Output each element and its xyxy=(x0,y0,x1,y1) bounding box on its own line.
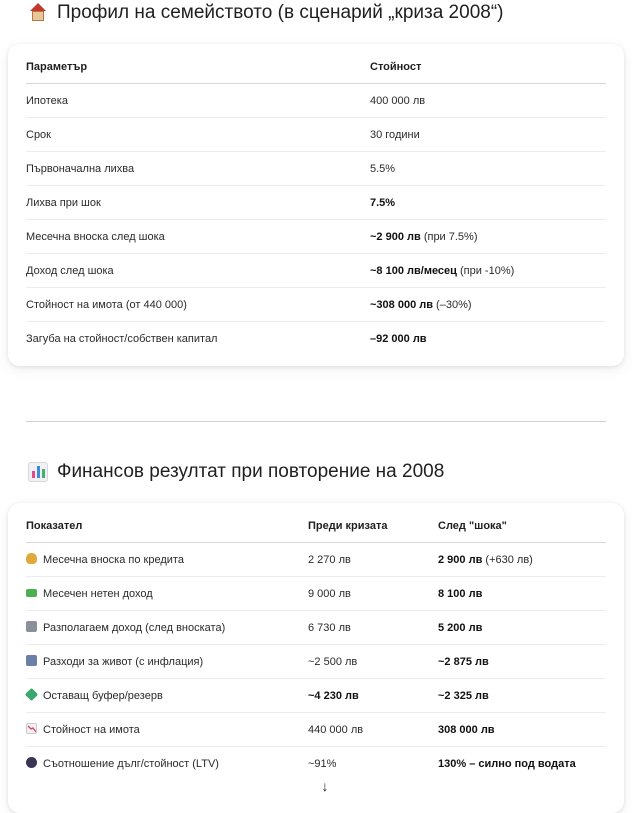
table-row xyxy=(26,84,606,118)
shopping-cart-icon xyxy=(26,655,37,666)
before-bold: ~4 230 лв xyxy=(308,689,359,702)
table-row xyxy=(26,713,606,747)
indicator-label: Месечна вноска по кредита xyxy=(43,554,184,566)
section-title-family-profile xyxy=(28,2,503,24)
value-cell: 400 000 лв xyxy=(370,84,606,118)
before-cell: 6 730 лв xyxy=(308,611,438,645)
after-cell xyxy=(438,747,606,781)
indicator-cell xyxy=(26,679,308,713)
value-cell xyxy=(370,254,606,288)
table-header-row xyxy=(26,50,606,84)
table-row xyxy=(26,254,606,288)
arrow-down-icon: ↓ xyxy=(321,778,329,794)
family-profile-table xyxy=(26,50,606,355)
after-cell xyxy=(438,713,606,747)
after-note: (+630 лв) xyxy=(482,553,533,566)
table-row xyxy=(26,645,606,679)
table-row xyxy=(26,747,606,781)
value-bold: ~2 900 лв xyxy=(370,230,421,243)
bar-chart-icon xyxy=(28,462,48,482)
param-cell: Стойност на имота (от 440 000) xyxy=(26,288,370,322)
family-profile-card xyxy=(8,44,624,366)
column-header-after: След "шока" xyxy=(438,509,606,543)
indicator-cell xyxy=(26,713,308,747)
table-row xyxy=(26,288,606,322)
table-row xyxy=(26,679,606,713)
column-header-before: Преди кризата xyxy=(308,509,438,543)
section-title-text: Профил на семейството (в сценарий „криза 2008“) xyxy=(57,2,504,23)
column-header-value: Стойност xyxy=(370,50,606,84)
before-cell: 2 270 лв xyxy=(308,543,438,577)
after-bold: ~2 325 лв xyxy=(438,689,489,702)
value-bold: 7.5% xyxy=(370,196,396,209)
indicator-label: Разполагаем доход (след вноската) xyxy=(43,622,226,634)
house-icon xyxy=(28,3,48,23)
bank-icon xyxy=(26,621,37,632)
value-bold: –92 000 лв xyxy=(370,332,427,345)
indicator-cell xyxy=(26,543,308,577)
param-cell: Загуба на стойност/собствен капитал xyxy=(26,332,218,345)
after-bold: 5 200 лв xyxy=(438,621,483,634)
chart-down-icon xyxy=(26,723,37,734)
value-cell xyxy=(370,186,606,220)
after-cell xyxy=(438,577,606,611)
before-cell: 440 000 лв xyxy=(308,713,438,747)
indicator-label: Стойност на имота xyxy=(43,724,140,736)
indicator-label: Разходи за живот (с инфлация) xyxy=(43,656,204,668)
value-note: (–30%) xyxy=(433,298,472,311)
before-cell: 9 000 лв xyxy=(308,577,438,611)
value-bold: ~8 100 лв/месец xyxy=(370,264,457,277)
table-row xyxy=(26,186,606,220)
after-bold: 130% – силно под водата xyxy=(438,757,576,770)
value-cell xyxy=(370,322,606,356)
after-cell xyxy=(438,679,606,713)
value-note: (при 7.5%) xyxy=(420,230,478,243)
money-exchange-icon xyxy=(25,688,38,701)
indicator-cell xyxy=(26,611,308,645)
table-row xyxy=(26,543,606,577)
indicator-cell xyxy=(26,645,308,679)
param-cell: Месечна вноска след шока xyxy=(26,220,370,254)
value-cell: 30 години xyxy=(370,118,606,152)
section-title-financial-result xyxy=(28,461,444,483)
after-cell xyxy=(438,645,606,679)
section-divider xyxy=(26,421,606,422)
bomb-icon xyxy=(26,757,37,768)
after-bold: ~2 875 лв xyxy=(438,655,489,668)
column-header-parameter: Параметър xyxy=(26,50,370,84)
table-row xyxy=(26,322,606,356)
scroll-down-button[interactable] xyxy=(313,775,337,797)
indicator-label: Съотношение дълг/стойност (LTV) xyxy=(43,758,219,770)
table-row xyxy=(26,577,606,611)
before-cell xyxy=(308,679,438,713)
table-row xyxy=(26,220,606,254)
param-cell: Ипотека xyxy=(26,84,370,118)
before-cell: ~2 500 лв xyxy=(308,645,438,679)
table-row xyxy=(26,152,606,186)
indicator-cell xyxy=(26,577,308,611)
after-cell xyxy=(438,543,606,577)
param-cell: Срок xyxy=(26,118,370,152)
after-bold: 2 900 лв xyxy=(438,553,483,566)
value-cell: 5.5% xyxy=(370,152,606,186)
value-cell xyxy=(370,288,606,322)
value-note: (при -10%) xyxy=(456,264,515,277)
table-row xyxy=(26,611,606,645)
column-header-indicator: Показател xyxy=(26,509,308,543)
banknote-icon xyxy=(26,589,37,597)
table-header-row xyxy=(26,509,606,543)
param-cell: Лихва при шок xyxy=(26,186,370,220)
after-bold: 8 100 лв xyxy=(438,587,483,600)
table-row xyxy=(26,118,606,152)
after-bold: 308 000 лв xyxy=(438,723,495,736)
money-bag-icon xyxy=(26,553,37,564)
after-cell xyxy=(438,611,606,645)
value-cell xyxy=(370,220,606,254)
financial-result-table xyxy=(26,509,606,780)
param-cell: Първоначална лихва xyxy=(26,152,370,186)
param-cell: Доход след шока xyxy=(26,254,370,288)
before-cell: ~91% xyxy=(308,757,337,770)
financial-result-card xyxy=(8,503,624,813)
section-title-text: Финансов резултат при повторение на 2008 xyxy=(57,461,445,482)
indicator-cell xyxy=(26,747,308,781)
indicator-label: Оставащ буфер/резерв xyxy=(43,690,163,702)
value-bold: ~308 000 лв xyxy=(370,298,433,311)
indicator-label: Месечен нетен доход xyxy=(43,587,153,600)
